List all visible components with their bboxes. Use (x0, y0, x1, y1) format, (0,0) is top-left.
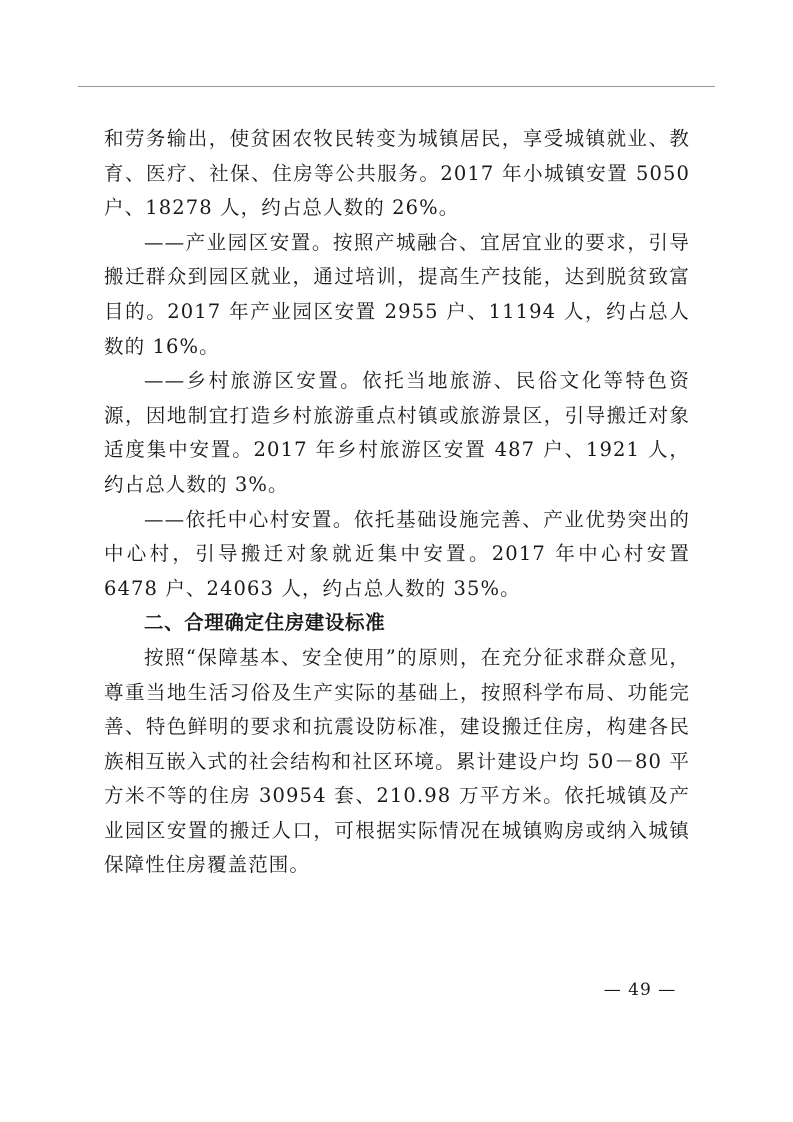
paragraph-urban-resettlement: 和劳务输出，使贫困农牧民转变为城镇居民，享受城镇就业、教育、医疗、社保、住房等公共服务。2017 年小城镇安置 5050 户、18278 人，约占总人数的 26%。 (104, 127, 690, 220)
paragraph-central-village-resettlement: ——依托中心村安置。依托基础设施完善、产业优势突出的中心村，引导搬迁对象就近集中安置。2017 年中心村安置 6478 户、24063 人，约占总人数的 35%。 (104, 507, 690, 600)
page-number: — 49 — (603, 980, 677, 1000)
header-rule (78, 86, 715, 87)
paragraph-housing-standards: 按照“保障基本、安全使用”的原则，在充分征求群众意见，尊重当地生活习俗及生产实际的基础上，按照科学布局、功能完善、特色鲜明的要求和抗震设防标准，建设搬迁住房，构建各民族相互嵌入式的社会结构和社区环境。累计建设户均 50－80 平方米不等的住房 30954 套、210.98 万平方米。依托城镇及产业园区安置的搬迁人口，可根据实际情况在城镇购房或纳入城镇保障性住房覆盖范围。 (104, 645, 690, 877)
paragraph-rural-tourism-resettlement: ——乡村旅游区安置。依托当地旅游、民俗文化等特色资源，因地制宜打造乡村旅游重点村镇或旅游景区，引导搬迁对象适度集中安置。2017 年乡村旅游区安置 487 户、1921 人，约占总人数的 3%。 (104, 369, 690, 496)
section-heading: 二、合理确定住房建设标准 (144, 611, 386, 635)
document-body (104, 122, 690, 883)
paragraph-industrial-park-resettlement: ——产业园区安置。按照产城融合、宜居宜业的要求，引导搬迁群众到园区就业，通过培训，提高生产技能，达到脱贫致富目的。2017 年产业园区安置 2955 户、11194 人，约占总人数的 16%。 (104, 230, 690, 358)
